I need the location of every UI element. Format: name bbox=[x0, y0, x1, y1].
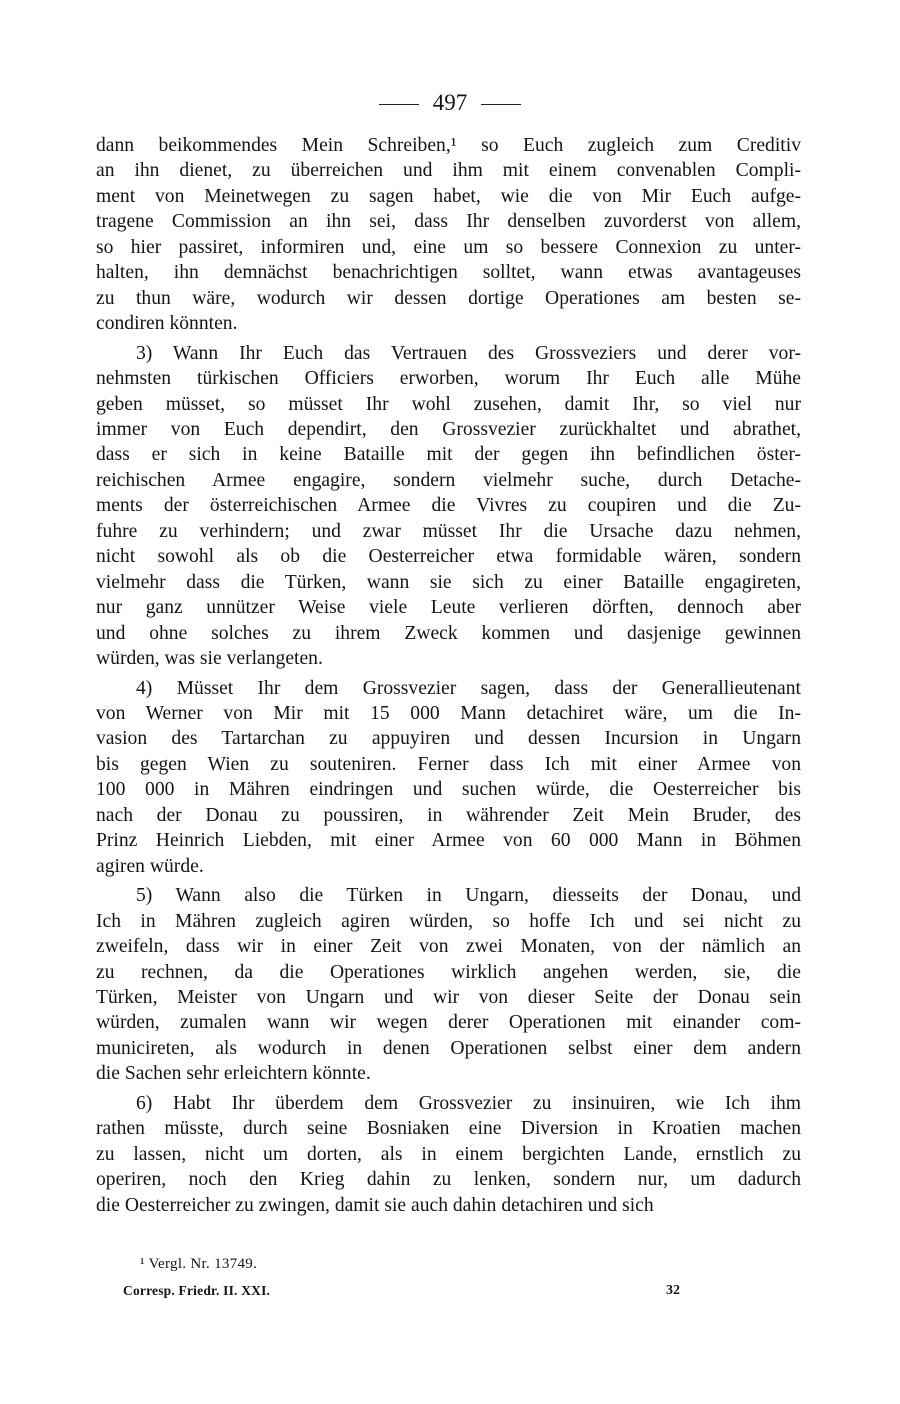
text-line: fuhre zu verhindern; und zwar müsset Ihr die Ursache dazu nehmen, bbox=[96, 520, 801, 542]
paragraph bbox=[96, 341, 801, 672]
text-line: agiren würde. bbox=[96, 855, 204, 877]
text-line: Prinz Heinrich Liebden, mit einer Armee von 60 000 Mann in Böhmen bbox=[96, 830, 801, 852]
text-line: 100 000 in Mähren eindringen und suchen würde, die Oesterreicher bis bbox=[96, 779, 801, 801]
text-line: zu rechnen, da die Operationes wirklich angehen werden, sie, die bbox=[96, 961, 801, 983]
text-line: nicht sowohl als ob die Oesterreicher etwa formidable wären, sondern bbox=[96, 546, 801, 568]
text-line: nach der Donau zu poussiren, in währender Zeit Mein Bruder, des bbox=[96, 804, 801, 826]
text-line: würden, was sie verlangeten. bbox=[96, 648, 323, 670]
text-line: und ohne solches zu ihrem Zweck kommen und dasjenige gewinnen bbox=[96, 622, 801, 644]
text-line: vielmehr dass die Türken, wann sie sich zu einer Bataille engagireten, bbox=[96, 571, 801, 593]
page-number bbox=[0, 88, 900, 118]
text-line: bis gegen Wien zu souteniren. Ferner dass Ich mit einer Armee von bbox=[96, 753, 801, 775]
page-number-dash-left bbox=[379, 104, 419, 105]
text-line: von Werner von Mir mit 15 000 Mann detachiret wäre, um die In- bbox=[96, 702, 801, 724]
paragraph bbox=[96, 1091, 801, 1218]
text-line: die Oesterreicher zu zwingen, damit sie auch dahin detachiren und sich bbox=[96, 1194, 654, 1216]
text-line: rathen müsste, durch seine Bosniaken eine Diversion in Kroatien machen bbox=[96, 1118, 801, 1140]
text-line: dass er sich in keine Bataille mit der gegen ihn befindlichen öster- bbox=[96, 444, 801, 466]
text-line: dann beikommendes Mein Schreiben,¹ so Euch zugleich zum Creditiv bbox=[96, 135, 801, 156]
text-line: municireten, als wodurch in denen Operationen selbst einer dem andern bbox=[96, 1037, 801, 1059]
text-line: 3) Wann Ihr Euch das Vertrauen des Grossveziers und derer vor- bbox=[136, 342, 801, 364]
text-line: zu lassen, nicht um dorten, als in einem bergichten Lande, ernstlich zu bbox=[96, 1143, 801, 1165]
page-number-dash-right bbox=[481, 104, 521, 105]
text-line: zweifeln, dass wir in einer Zeit von zwei Monaten, von der nämlich an bbox=[96, 936, 801, 958]
text-line: operiren, noch den Krieg dahin zu lenken, sondern nur, um dadurch bbox=[96, 1169, 801, 1191]
text-line: reichischen Armee engagire, sondern vielmehr suche, durch Detache- bbox=[96, 469, 801, 491]
text-line: 4) Müsset Ihr dem Grossvezier sagen, dass der Generallieutenant bbox=[136, 677, 801, 699]
text-line: ment von Meinetwegen zu sagen habet, wie die von Mir Euch aufge- bbox=[96, 185, 801, 207]
text-line: ments der österreichischen Armee die Vivres zu coupiren und die Zu- bbox=[96, 495, 801, 517]
paragraph bbox=[96, 133, 801, 337]
text-line: würden, zumalen wann wir wegen derer Operationen mit einander com- bbox=[96, 1012, 801, 1034]
text-line: immer von Euch dependirt, den Grossvezier zurückhaltet und abrathet, bbox=[96, 418, 801, 440]
text-line: halten, ihn demnächst benachrichtigen solltet, wann etwas avantageuses bbox=[96, 262, 801, 284]
text-line: Ich in Mähren zugleich agiren würden, so hoffe Ich und sei nicht zu bbox=[96, 910, 801, 932]
text-line: vasion des Tartarchan zu appuyiren und dessen Incursion in Ungarn bbox=[96, 728, 801, 750]
document-body bbox=[96, 133, 801, 1218]
text-line: zu thun wäre, wodurch wir dessen dortige Operationes am besten se- bbox=[96, 287, 801, 309]
text-line: die Sachen sehr erleichtern könnte. bbox=[96, 1063, 371, 1085]
text-line: 5) Wann also die Türken in Ungarn, diesseits der Donau, und bbox=[136, 885, 801, 907]
paragraph bbox=[96, 676, 801, 880]
sheet-number: 32 bbox=[666, 1283, 680, 1298]
source-line: Corresp. Friedr. II. XXI. bbox=[123, 1283, 271, 1298]
text-line: tragene Commission an ihn sei, dass Ihr denselben zuvorderst von allem, bbox=[96, 211, 801, 233]
text-line: so hier passiret, informiren und, eine um so bessere Connexion zu unter- bbox=[96, 236, 801, 258]
text-line: geben müsset, so müsset Ihr wohl zusehen, damit Ihr, so viel nur bbox=[96, 393, 801, 415]
text-line: nehmsten türkischen Officiers erworben, worum Ihr Euch alle Mühe bbox=[96, 368, 801, 390]
page-number-text: 497 bbox=[432, 90, 468, 115]
paragraph bbox=[96, 883, 801, 1087]
text-line: an ihn dienet, zu überreichen und ihm mit einem convenablen Compli- bbox=[96, 160, 801, 182]
text-line: condiren könnten. bbox=[96, 313, 238, 335]
text-line: 6) Habt Ihr überdem dem Grossvezier zu insinuiren, wie Ich ihm bbox=[136, 1092, 801, 1114]
text-line: nur ganz unnützer Weise viele Leute verlieren dörften, dennoch aber bbox=[96, 597, 801, 619]
text-line: Türken, Meister von Ungarn und wir von dieser Seite der Donau sein bbox=[96, 986, 801, 1008]
footnote: ¹ Vergl. Nr. 13749. bbox=[140, 1256, 258, 1272]
